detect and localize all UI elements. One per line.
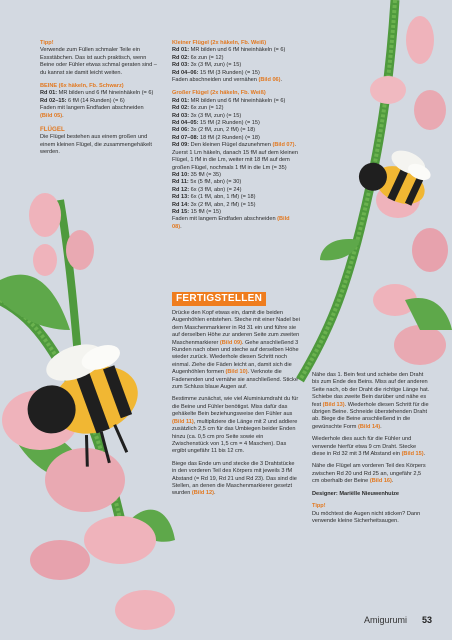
fertig-p1-ref2: (Bild 10) — [225, 369, 248, 376]
small-wing-r1: MR bilden und 6 fM hineinhäkeln (= 6) — [189, 47, 286, 54]
small-wing-r2: 6x zun (= 12) — [189, 54, 224, 61]
beine-end2: . — [62, 112, 64, 119]
beine-r1: MR bilden und 6 fM hineinhäkeln (= 6) — [57, 90, 154, 97]
big-wing-r15: 15 fM (= 15) — [189, 208, 221, 215]
big-wing-r3: 3x (3 fM, zun) (= 15) — [189, 112, 242, 119]
designer-credit: Designer: Mariëlle Nieuwenhuize — [312, 490, 400, 497]
big-wing-r4: 15 fM (2 Runden) (= 15) — [198, 120, 260, 127]
col3-p3b: . — [391, 478, 394, 485]
col3-p1: Nähe das 1. Bein fest und schiebe den Draht bis zum Ende des Beins. Miss auf der anderen Seite nach, ob der Draht die richtige Länge hat. Schiebe das zweite Bein darüber und nähe es fest — [312, 372, 430, 408]
fertig-block — [172, 310, 300, 501]
col3-p3: Nähe die Flügel am vorderen Teil des Körpers zwischen Rd 20 und Rd 25 an, ungefähr 2,5 cm oberhalb der Beine — [312, 463, 426, 485]
fertig-p1c: . Verknote die Fadenenden und vernähe sie anschließend. Sticke zum Schluss blaue Augen auf. — [172, 369, 298, 391]
fertig-p2-ref: (Bild 11) — [172, 418, 194, 425]
big-wing-r4-label: Rd 04–05: — [172, 120, 199, 127]
big-wing-r15-label: Rd 15: — [172, 208, 190, 215]
col3-tip-text: Du möchtest die Augen nicht sticken? Dann verwende kleine Sicherheitsaugen. — [312, 510, 421, 524]
big-wing-r12-label: Rd 12: — [172, 186, 190, 193]
big-wing-end2: . — [180, 223, 182, 230]
fertig-p2b: , multipliziere die Länge mit 2 und addiere zusätzlich 2,5 cm für das Umbiegen beider Enden hinzu (ca. 0,5 cm pro Seite sowie ein Zwischenstück von 1,5 cm = 4 Maschen). Das ergibt ungefähr 11 bis 12 cm. — [172, 418, 298, 455]
small-wing-r4-label: Rd 04–06: — [172, 69, 199, 76]
big-wing-r14-label: Rd 14: — [172, 201, 190, 208]
big-wing-r2: 6x zun (= 12) — [189, 105, 224, 112]
col3-p1b: . Wiederhole diesen Schritt für die übrigen Beine. Schneide überstehenden Draht ab. Biege die Beine anschließend in die gewünschte Form — [312, 401, 429, 430]
big-wing-r13: 6x (1 fM, abn, 1 fM) (= 18) — [189, 194, 256, 201]
big-wing-r11-label: Rd 11: — [172, 179, 189, 186]
col3-p1c: . — [380, 423, 382, 430]
big-wing-r1-label: Rd 01: — [172, 97, 190, 104]
big-wing-r5: 3x (2 fM, zun, 2 fM) (= 18) — [189, 127, 256, 134]
beine-r1-label: Rd 01: — [40, 90, 58, 97]
big-wing-r12: 6x (3 fM, abn) (= 24) — [189, 186, 242, 193]
big-wing-r5-label: Rd 06: — [172, 127, 190, 134]
tip-text: Verwende zum Füllen schmaler Teile ein Essstäbchen. Das ist auch praktisch, wenn Beine oder Fühler etwas schmal geraten sind – du kannst sie damit leicht weiten. — [40, 47, 157, 76]
small-wing-r3: 3x (3 fM, zun) (= 15) — [189, 62, 242, 69]
fertig-p1b: . Gehe anschließend 3 Runden nach oben und steche auf derselben Höhe wieder zurück. Wiederhole diesen Schritt noch einmal. Ziehe die Fäden leicht an, damit sich die Augenhöhlen formen — [172, 339, 299, 376]
fertig-p2: Bestimme zunächst, wie viel Aluminiumdraht du für die Beine und Fühler benötigst. Miss dafür das gehäkelte Bein beziehungsweise den Fühler aus — [172, 396, 299, 418]
fertig-p3b: . — [213, 490, 216, 497]
big-wing-r10-label: Rd 10: — [172, 171, 190, 178]
big-wing-r9-label: Rd 09: — [172, 142, 190, 149]
small-wing-end: Faden abschneiden und vernähen — [172, 77, 259, 84]
col3-p1-ref: (Bild 13) — [322, 401, 345, 408]
fertig-p1: Drücke den Kopf etwas ein, damit die beiden Augenhöhlen entstehen. Steche mit einer Nadel bei dem Maschenmarkierer in Rd 31 ein und führe sie auf derselben Höhe zur anderen Seite zum zweiten Maschenmarkierer — [172, 310, 300, 346]
big-wing-r1: MR bilden und 6 fM hineinhäkeln (= 6) — [189, 97, 286, 104]
col3-block — [312, 372, 430, 528]
big-wing-ref: (Bild 08) — [172, 216, 290, 230]
col1-block — [40, 40, 162, 160]
small-wing-end2: . — [280, 77, 283, 84]
small-wing-r4: 15 fM (3 Runden) (= 15) — [198, 69, 260, 76]
big-wing-r9: Den kleinen Flügel dazunehmen — [189, 142, 273, 149]
beine-r2-label: Rd 02–15: — [40, 97, 67, 104]
magazine-name: Amigurumi — [363, 615, 407, 625]
fertig-heading: FERTIGSTELLEN — [172, 292, 266, 306]
beine-ref: (Bild 05) — [40, 112, 63, 119]
small-wing-r3-label: Rd 03: — [172, 62, 190, 69]
small-wing-ref: (Bild 06) — [258, 77, 281, 84]
beine-title: BEINE (6x häkeln, Fb. Schwarz) — [40, 83, 124, 90]
fertig-p3-ref: (Bild 12) — [191, 490, 214, 497]
col3-p2-ref: (Bild 15) — [401, 451, 424, 458]
fertig-p1-ref: (Bild 09) — [219, 339, 242, 346]
big-wing-r2-label: Rd 02: — [172, 105, 190, 112]
big-wing-r3-label: Rd 03: — [172, 112, 190, 119]
big-wing-r9-rest: . Zuerst 1 Lm häkeln, danach 15 fM auf dem kleinen Flügel, 1 fM in die Lm, weiter mit 18 fM auf dem großen Flügel, nochmals 1 fM in die Lm (= 35) — [172, 142, 298, 171]
big-wing-r13-label: Rd 13: — [172, 194, 190, 201]
fluegel-text: Die Flügel bestehen aus einem großen und einem kleinen Flügel, die zusammengehäkelt werden. — [40, 134, 152, 156]
tip-title: Tipp! — [40, 40, 54, 46]
small-wing-r1-label: Rd 01: — [172, 47, 190, 54]
big-wing-r6-label: Rd 07–08: — [172, 134, 199, 141]
big-wing-r14: 3x (2 fM, abn, 2 fM) (= 15) — [189, 201, 256, 208]
col3-p2b: . — [423, 451, 426, 458]
fluegel-title: FLÜGEL — [40, 126, 65, 134]
big-wing-end: Faden mit langem Endfaden abschneiden — [172, 216, 278, 223]
page-number: 53 — [421, 615, 432, 625]
small-wing-title: Kleiner Flügel (2x häkeln, Fb. Weiß) — [172, 40, 267, 46]
small-wing-r2-label: Rd 02: — [172, 54, 190, 61]
wing-block — [172, 40, 300, 234]
big-wing-r10: 35 fM (= 35) — [189, 171, 221, 178]
beine-end: Faden mit langem Endfaden abschneiden — [40, 105, 144, 112]
col3-p2: Wiederhole dies auch für die Fühler und verwende hierfür etwa 9 cm Draht. Stecke diese in Rd 32 mit 3 fM Abstand ein — [312, 436, 417, 458]
col3-tip-title: Tipp! — [312, 503, 326, 510]
fertig-p3: Biege das Ende um und stecke die 3 Drahtstücke in den vorderen Teil des Körpers mit jeweils 3 fM Abstand (= Rd 19, Rd 21 und Rd 23). Das sind die Stellen, an denen die Maschenmarkierer gesetzt wurden — [172, 460, 297, 497]
big-wing-r9-ref: (Bild 07) — [272, 142, 295, 149]
col3-p1-ref2: (Bild 14) — [358, 423, 381, 430]
big-wing-title: Großer Flügel (2x häkeln, Fb. Weiß) — [172, 90, 266, 97]
big-wing-r11: 5x (5 fM, abn) (= 30) — [188, 179, 242, 186]
beine-r2: 6 fM (14 Runden) (= 6) — [66, 97, 125, 104]
big-wing-r6: 18 fM (2 Runden) (= 18) — [198, 134, 260, 141]
col3-p3-ref: (Bild 16) — [369, 478, 392, 485]
